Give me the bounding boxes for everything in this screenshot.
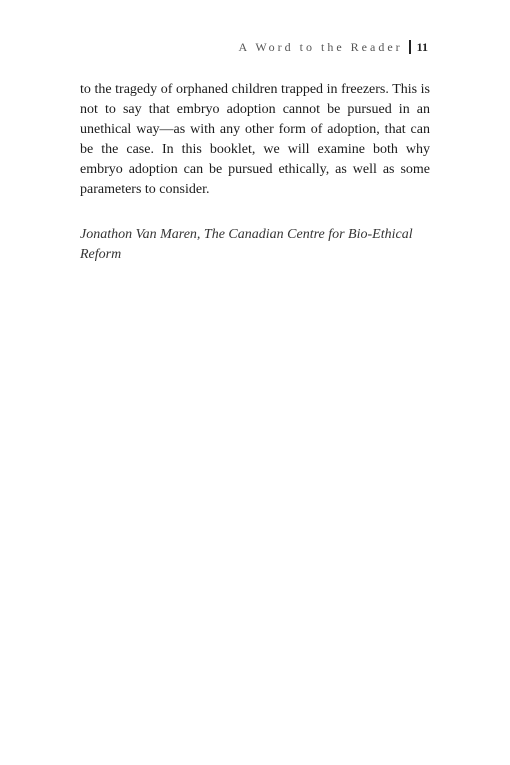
- author-attribution: Jonathon Van Maren, The Canadian Centre for Bio-Ethical Reform: [80, 227, 413, 262]
- body-paragraph: to the tragedy of orphaned children trapped in freezers. This is not to say that embryo adoption cannot be pursued in an unethical way—as with any other form of adoption, that can be the case. In this booklet, we will examine both why embryo adoption can be pursued ethically, as well as some parameters to consider.: [80, 82, 430, 197]
- running-header: [239, 40, 428, 54]
- header-separator: [409, 40, 411, 54]
- page-number: 11: [416, 40, 428, 54]
- running-title: A Word to the Reader: [238, 40, 403, 54]
